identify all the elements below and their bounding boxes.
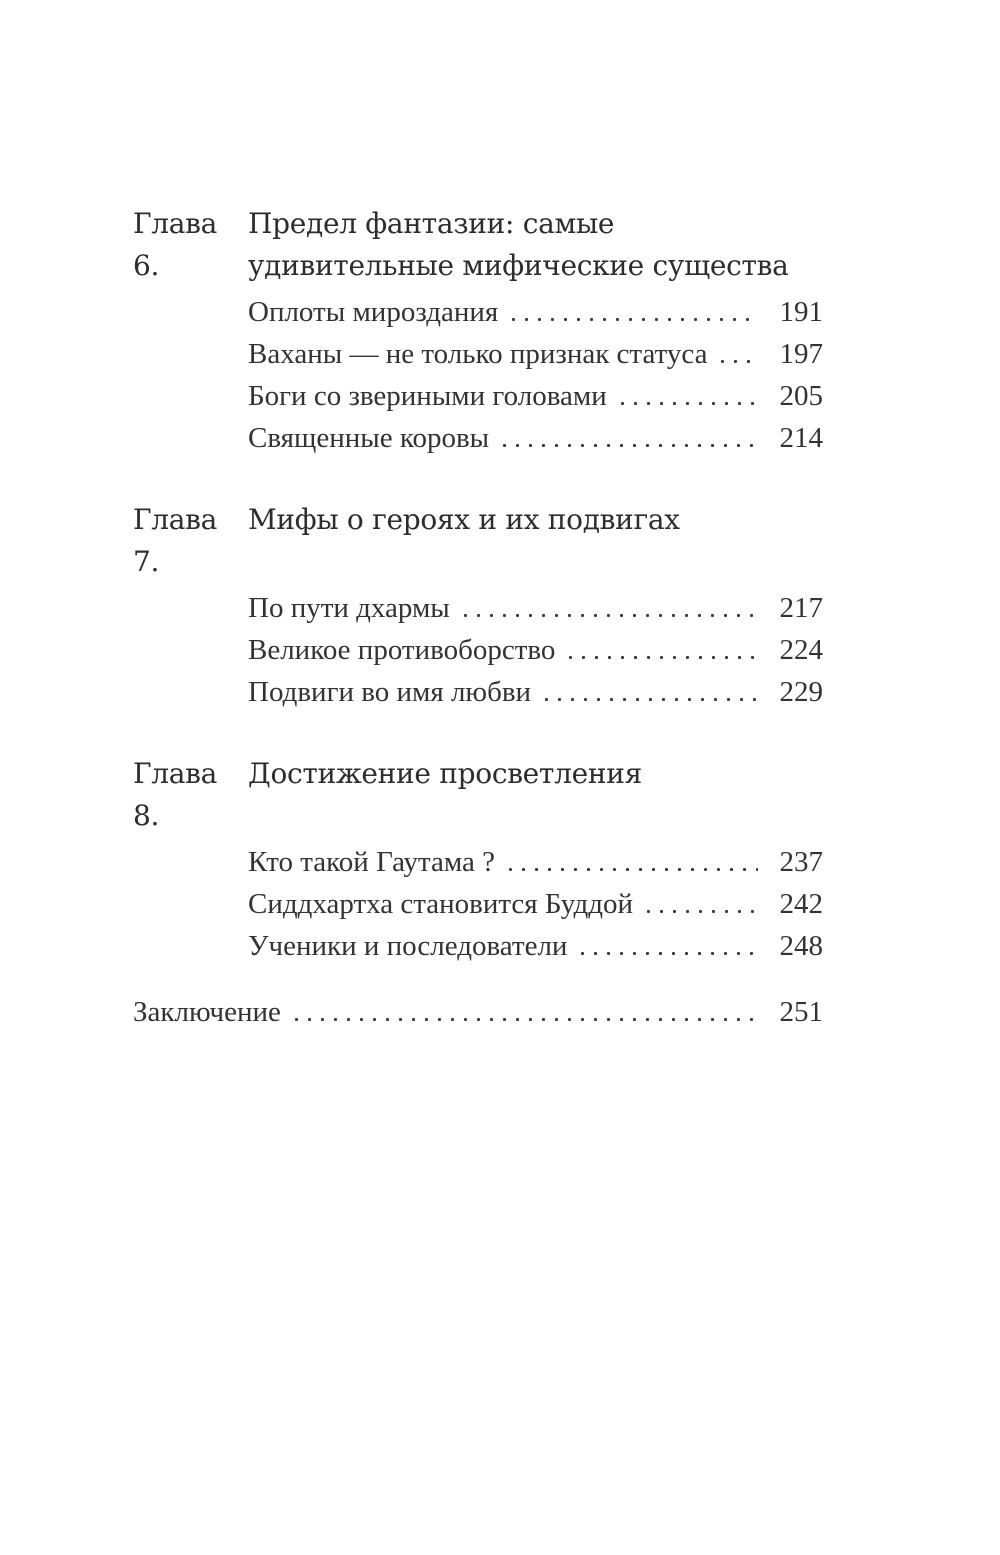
toc-entry [248,587,823,629]
toc-entry [248,841,823,883]
chapter-6-title: Предел фантазии: самые удивительные мифические существа [248,207,789,282]
toc-entry [248,629,823,671]
chapter-6-label: Глава 6. [133,207,217,282]
entry-page-number: 248 [779,930,823,962]
entry-title: Кто такой Гаутама ? [248,846,496,878]
chapter-7-label: Глава 7. [133,503,217,578]
toc-entry [248,291,823,333]
dot-leader [713,333,767,375]
toc-chapter-6 [133,203,823,459]
chapter-6-heading [133,203,823,287]
chapter-8-label: Глава 8. [133,757,217,832]
entry-title: Оплоты мироздания [248,296,499,328]
toc-chapter-7 [133,499,823,713]
table-of-contents [133,203,823,1033]
dot-leader [504,291,767,333]
entry-page-number: 191 [779,296,823,328]
entry-page-number: 229 [779,676,823,708]
chapter-7-heading [133,499,823,583]
toc-entry [248,375,823,417]
dot-leader [573,925,767,967]
dot-leader [561,629,767,671]
toc-chapter-8 [133,753,823,967]
entry-title: Священные коровы [248,422,490,454]
entry-page-number: 205 [779,380,823,412]
entry-page-number: 224 [779,634,823,666]
dot-leader [613,375,767,417]
toc-entry [248,333,823,375]
entry-title: Подвиги во имя любви [248,676,532,708]
toc-entry [248,925,823,967]
entry-page-number: 217 [779,592,823,624]
entry-page-number: 214 [779,422,823,454]
entry-page-number: 242 [779,888,823,920]
entry-title: Боги со звериными головами [248,380,607,412]
entry-page-number: 237 [779,846,823,878]
dot-leader [287,991,767,1033]
chapter-8-title: Достижение просветления [248,757,642,790]
dot-leader [501,841,767,883]
dot-leader [495,417,767,459]
dot-leader [456,587,767,629]
chapter-7-title: Мифы о героях и их подвигах [248,503,680,536]
dot-leader [537,671,767,713]
chapter-8-heading [133,753,823,837]
toc-entry [248,883,823,925]
entry-title: По пути дхармы [248,592,450,624]
entry-title: Заключение [133,996,281,1028]
entry-page-number: 197 [779,338,823,370]
chapter-7-entries [248,587,823,713]
entry-title: Ученики и последователи [248,930,568,962]
entry-title: Великое противоборство [248,634,556,666]
toc-entry [133,991,823,1033]
chapter-8-entries [248,841,823,967]
dot-leader [639,883,767,925]
chapter-6-entries [248,291,823,459]
entry-page-number: 251 [779,996,823,1028]
entry-title: Сиддхартха становится Буддой [248,888,634,920]
toc-entry [248,671,823,713]
entry-title: Ваханы — не только признак статуса [248,338,708,370]
toc-entry [248,417,823,459]
toc-conclusion [133,991,823,1033]
